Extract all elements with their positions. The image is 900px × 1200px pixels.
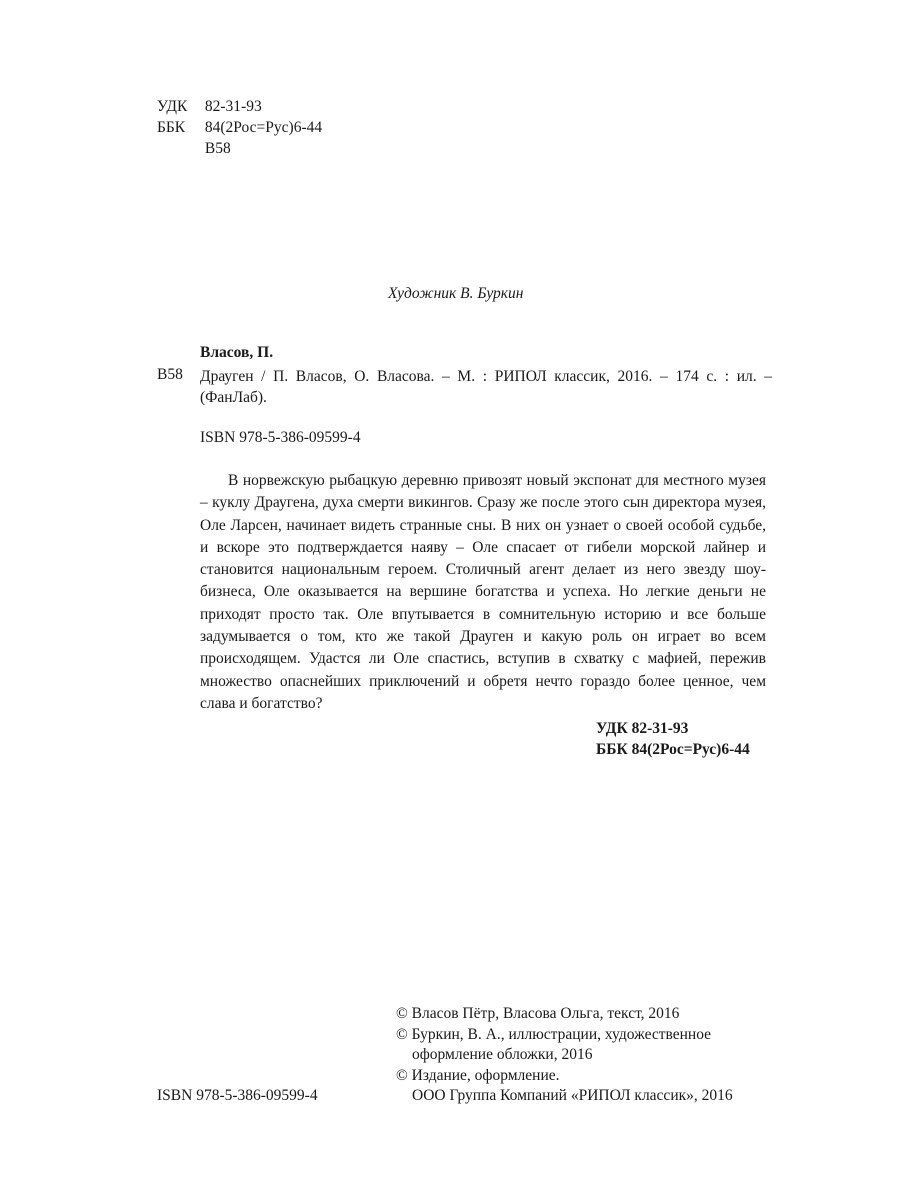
catalog-description: Драуген / П. Власов, О. Власова. – М. : РИПОЛ классик, 2016. – 174 с. : ил. – (ФанЛаб). <box>200 368 772 406</box>
annotation-text: В норвежскую рыбацкую деревню привозят новый экспонат для местного музея – куклу Драугена, духа смерти викингов. Сразу же после этого сын директора музея, Оле Ларсен, начинает видеть странные сны. В них он узнает о своей особой судьбе, и вскоре это подтверждается наяву – Оле спасает от гибели морской лайнер и становится национальным героем. Столичный агент делает из него звезду шоу-бизнеса, Оле оказывается на вершине богатства и успеха. Но легкие деньги не приходят просто так. Оле впутывается в сомнительную историю и все больше задумывается о том, кто же такой Драуген и какую роль он играет во всем происходящем. Удастся ли Оле спастись, вступив в схватку с мафией, пережив множество опаснейших приключений и обретя нечто гораздо более ценное, чем слава и богатство? <box>200 472 766 712</box>
classification-block <box>157 96 322 159</box>
author-sign-row <box>157 138 322 159</box>
copyright-block <box>396 1004 776 1107</box>
bbk-value: 84(2Рос=Рус)6-44 <box>204 119 323 136</box>
catalog-author: Власов, П. <box>200 344 274 361</box>
catalog-isbn: ISBN 978-5-386-09599-4 <box>200 429 361 446</box>
annotation-udk: УДК 82-31-93 <box>596 720 689 737</box>
author-sign: В58 <box>204 140 231 157</box>
copyright-text-line: © Власов Пётр, Власова Ольга, текст, 2016 <box>396 1005 680 1022</box>
copyright-edition-line: © Издание, оформление. <box>396 1066 560 1084</box>
copyright-edition-cont: ООО Группа Компаний «РИПОЛ классик», 2016 <box>412 1087 733 1104</box>
udk-label: УДК <box>157 98 188 115</box>
udk-value: 82-31-93 <box>204 98 262 115</box>
udk-row <box>157 96 322 117</box>
annotation-bbk: ББК 84(2Рос=Рус)6-44 <box>596 741 750 758</box>
copyright-illustrations-line: © Буркин, В. А., иллюстрации, художественное <box>396 1025 712 1043</box>
catalog-code: В58 <box>157 366 183 383</box>
annotation-codes <box>596 718 750 760</box>
copyright-illustrations-cont: оформление обложки, 2016 <box>412 1046 593 1063</box>
illustrator-credit: Художник В. Буркин <box>388 285 524 302</box>
bbk-row <box>157 117 322 138</box>
bbk-label: ББК <box>157 119 186 136</box>
footer-isbn: ISBN 978-5-386-09599-4 <box>157 1087 318 1104</box>
